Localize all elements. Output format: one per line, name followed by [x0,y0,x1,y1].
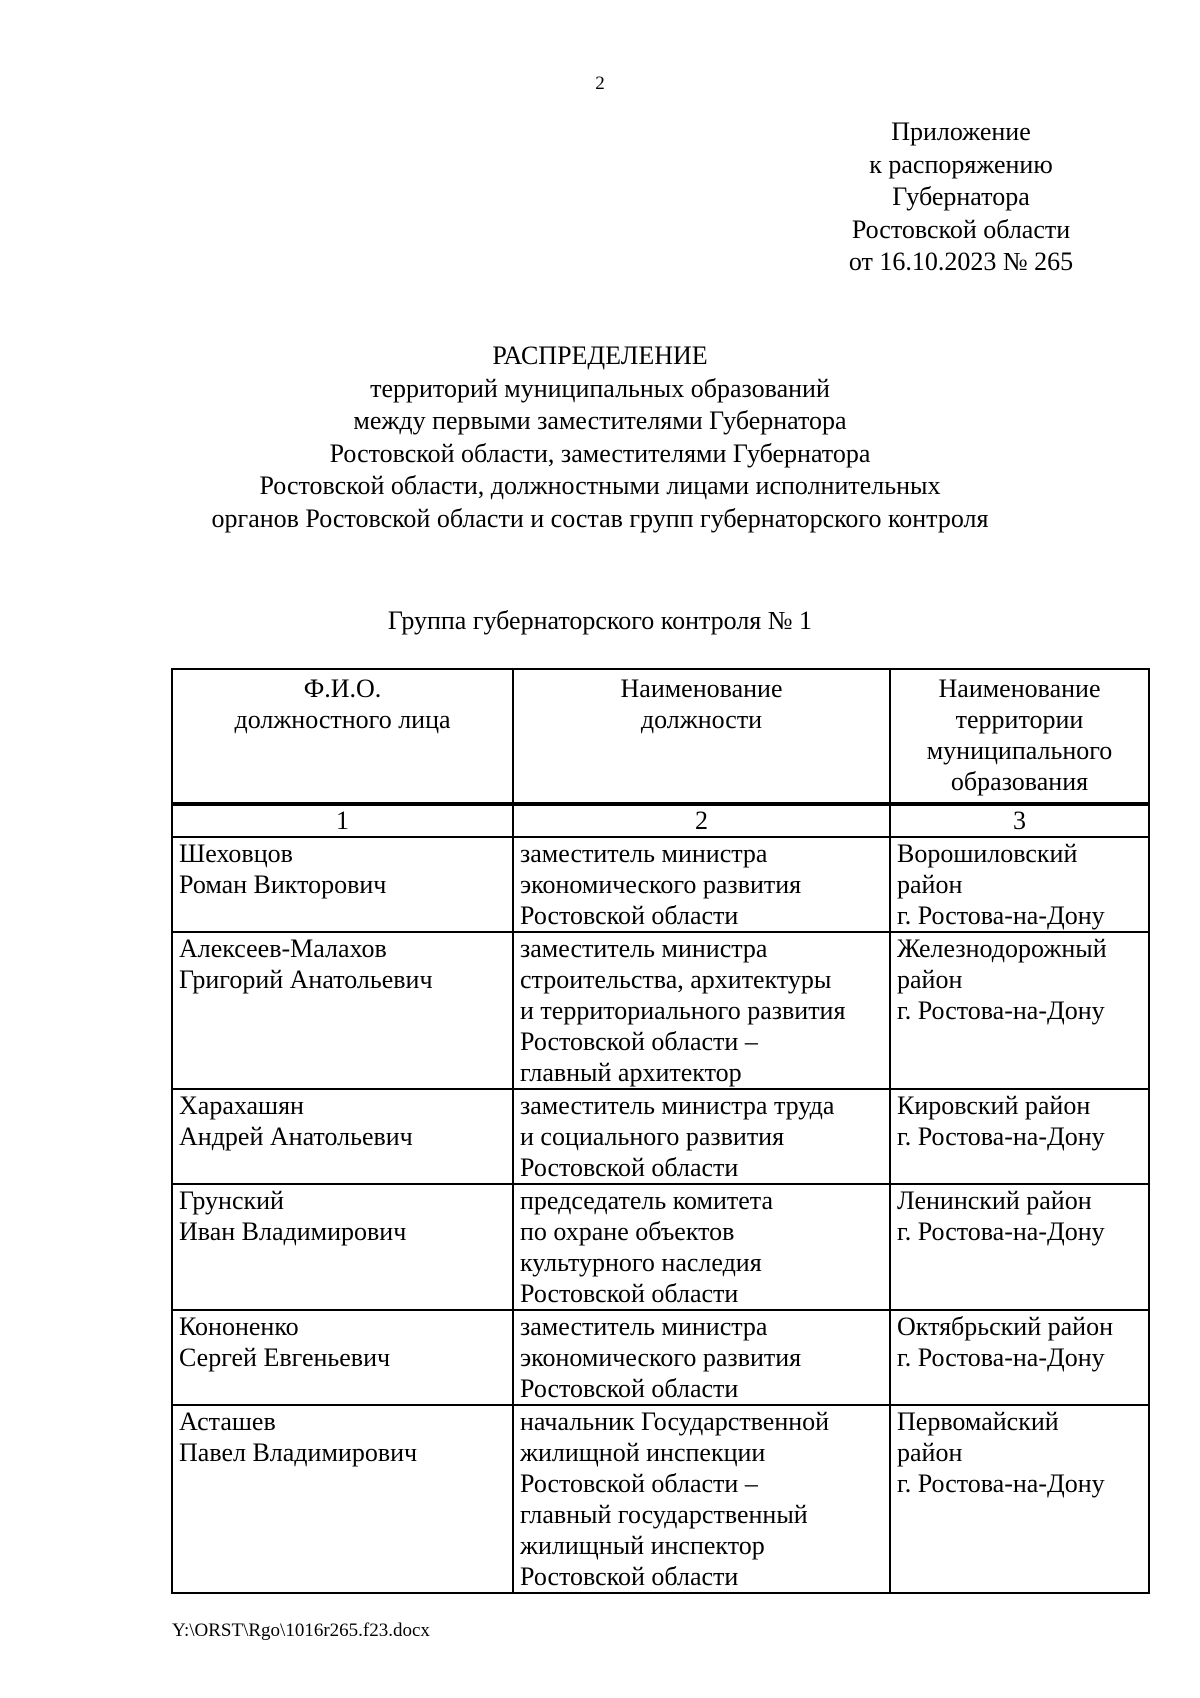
table-header-row [172,669,1149,804]
cell-line: г. Ростова-на-Дону [897,1469,1105,1498]
cell-line: экономического развития [520,1343,802,1372]
cell-line: Роман Викторович [179,870,387,899]
cell-line: Кононенко [179,1312,299,1341]
cell-line: Первомайский [897,1407,1059,1436]
cell-line: Октябрьский район [897,1312,1113,1341]
cell-line: Ростовской области [520,1374,739,1403]
appendix-line: Приложение [891,117,1031,146]
cell-line: Ленинский район [897,1186,1092,1215]
cell-line: Асташев [179,1407,276,1436]
cell-line: начальник Государственной [520,1407,830,1436]
column-number: 2 [513,804,890,837]
title-heading: РАСПРЕДЕЛЕНИЕ [492,341,708,370]
file-path-footer: Y:\ORST\Rgo\1016r265.f23.docx [172,1620,430,1641]
cell-line: жилищный инспектор [520,1531,765,1560]
column-number-row [172,804,1149,837]
cell-line: заместитель министра [520,839,768,868]
cell-line: Павел Владимирович [179,1438,418,1467]
header-line: Наименование [938,674,1101,703]
appendix-block [830,116,1092,279]
cell-position [513,932,890,1089]
title-line: Ростовской области, должностными лицами исполнительных [259,471,941,500]
cell-full-name [172,932,513,1089]
cell-line: жилищной инспекции [520,1438,766,1467]
cell-line: г. Ростова-на-Дону [897,1122,1105,1151]
appendix-line: Губернатора [892,182,1030,211]
cell-line: Кировский район [897,1091,1091,1120]
cell-line: Ростовской области [520,901,739,930]
cell-territory [890,932,1149,1089]
appendix-line: Ростовской области [851,214,1071,244]
appendix-line: к распоряжению [869,149,1053,179]
header-line: должности [640,705,763,734]
cell-line: район [897,1438,963,1467]
distribution-table [171,668,1150,1594]
cell-line: по охране объектов [520,1217,735,1246]
title-line: территорий муниципальных образований [370,373,830,403]
header-position [513,669,890,804]
cell-position [513,837,890,932]
document-title [0,340,1200,535]
table-row [172,1184,1149,1310]
cell-line: Григорий Анатольевич [179,965,433,994]
header-line: Ф.И.О. [303,674,382,703]
cell-line: Грунский [179,1186,284,1215]
header-line: Наименование [620,674,783,703]
title-line: Ростовской области, заместителями Губернатора [329,438,871,468]
title-line: органов Ростовской области и состав групп губернаторского контроля [211,503,989,533]
cell-line: Ростовской области – [520,1027,758,1056]
cell-line: главный государственный [520,1500,808,1529]
cell-full-name [172,837,513,932]
cell-position [513,1184,890,1310]
cell-territory [890,1310,1149,1405]
cell-line: экономического развития [520,870,802,899]
cell-line: Ростовской области [520,1279,739,1308]
cell-line: Железнодорожный [897,934,1107,963]
cell-line: район [897,965,963,994]
cell-territory [890,1184,1149,1310]
appendix-line: от 16.10.2023 № 265 [848,247,1074,276]
cell-line: и территориального развития [520,996,846,1025]
cell-line: главный архитектор [520,1058,742,1087]
table-row [172,1310,1149,1405]
cell-line: Андрей Анатольевич [179,1122,413,1151]
cell-full-name [172,1310,513,1405]
header-line: образования [950,767,1089,796]
cell-line: Ворошиловский [897,839,1078,868]
cell-line: Иван Владимирович [179,1217,407,1246]
group-title: Группа губернаторского контроля № 1 [387,606,813,635]
cell-territory [890,837,1149,932]
cell-territory [890,1405,1149,1593]
table-row [172,932,1149,1089]
column-number: 1 [172,804,513,837]
cell-position [513,1405,890,1593]
cell-full-name [172,1089,513,1184]
column-number: 3 [890,804,1149,837]
cell-line: Шеховцов [179,839,293,868]
cell-line: председатель комитета [520,1186,774,1215]
cell-line: Харахашян [179,1091,304,1120]
cell-line: Сергей Евгеньевич [179,1343,391,1372]
cell-full-name [172,1184,513,1310]
cell-full-name [172,1405,513,1593]
cell-position [513,1089,890,1184]
cell-line: г. Ростова-на-Дону [897,901,1105,930]
cell-line: заместитель министра [520,1312,768,1341]
cell-line: строительства, архитектуры [520,965,832,994]
table-row [172,1089,1149,1184]
page-number: 2 [595,73,605,94]
cell-line: Ростовской области [520,1153,739,1182]
header-full-name [172,669,513,804]
cell-line: культурного наследия [520,1248,762,1277]
header-territory [890,669,1149,804]
table-row [172,1405,1149,1593]
header-line: территории [955,705,1084,734]
cell-line: Алексеев-Малахов [179,934,387,963]
cell-line: Ростовской области [520,1562,739,1591]
header-line: муниципального [926,736,1113,765]
cell-line: заместитель министра [520,934,768,963]
cell-line: район [897,870,963,899]
cell-line: заместитель министра труда [520,1091,835,1120]
title-line: между первыми заместителями Губернатора [353,406,847,435]
cell-line: г. Ростова-на-Дону [897,1217,1105,1246]
cell-territory [890,1089,1149,1184]
cell-line: Ростовской области – [520,1469,758,1498]
cell-line: и социального развития [520,1122,785,1151]
table-row [172,837,1149,932]
cell-line: г. Ростова-на-Дону [897,996,1105,1025]
cell-line: г. Ростова-на-Дону [897,1343,1105,1372]
cell-position [513,1310,890,1405]
header-line: должностного лица [234,705,451,734]
